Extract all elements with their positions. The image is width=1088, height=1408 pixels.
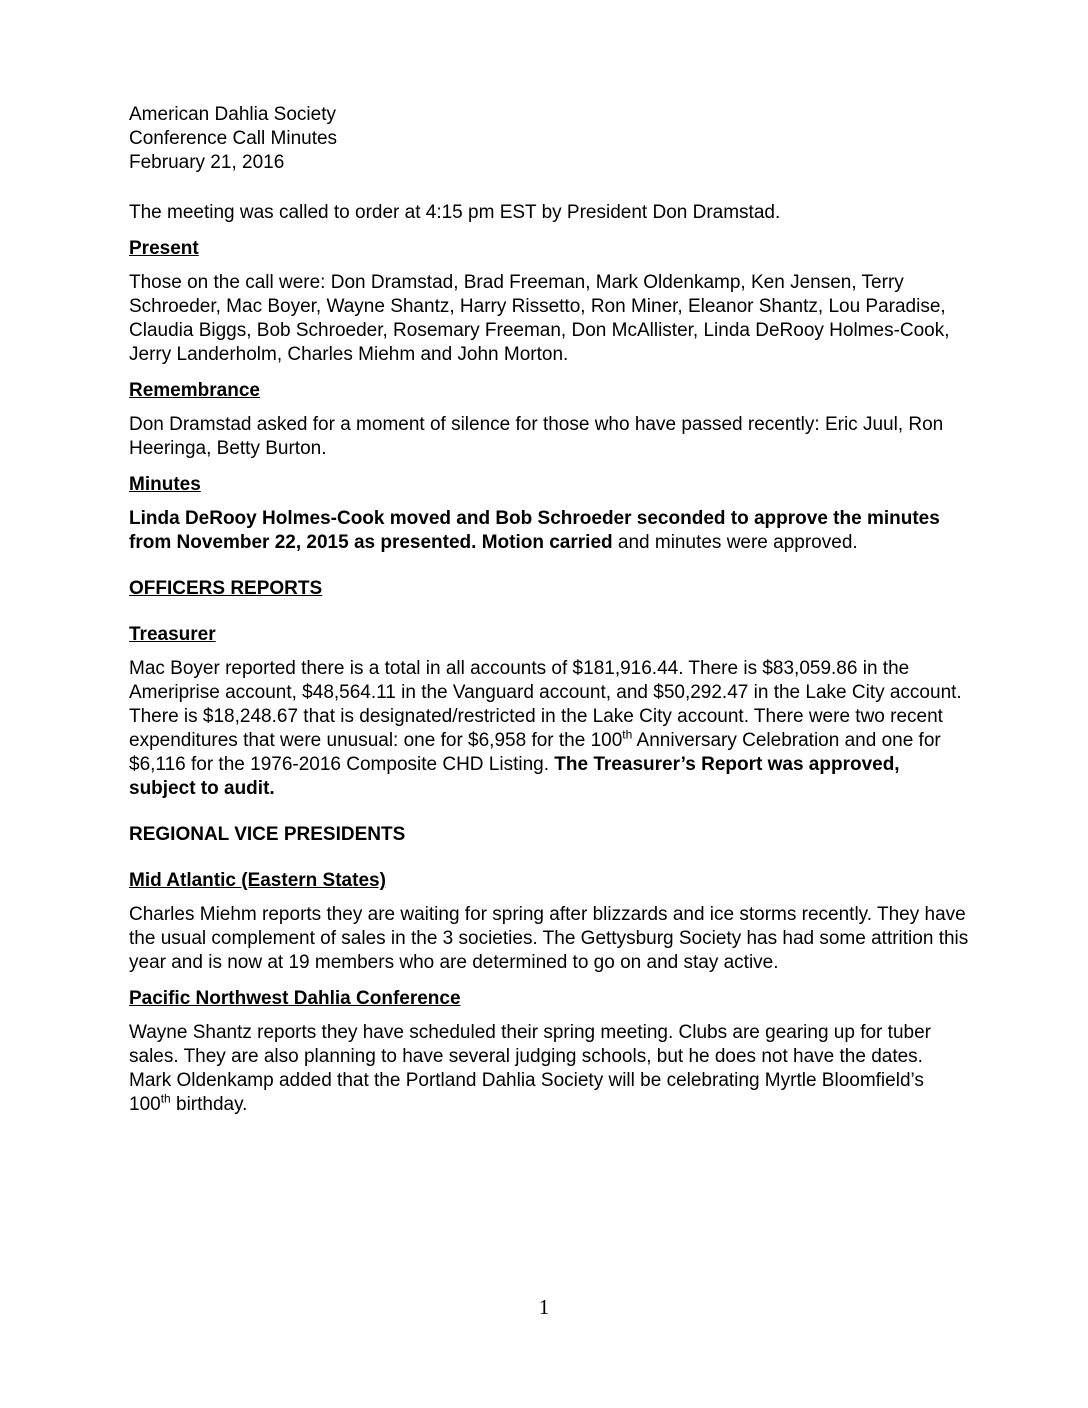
organization-name: American Dahlia Society — [129, 104, 336, 125]
pacific-nw-text-2: birthday. — [170, 1094, 248, 1115]
treasurer-approval: The Treasurer’s Report was approved, subject to audit. — [129, 754, 900, 799]
pacific-nw-text — [129, 1021, 969, 1117]
treasurer-ordinal: th — [622, 727, 633, 742]
document-header — [129, 103, 969, 175]
document-title: Conference Call Minutes — [129, 128, 338, 149]
present-heading: Present — [129, 238, 199, 259]
remembrance-text: Don Dramstad asked for a moment of silence for those who have passed recently: Eric Juul, Ron Heeringa, Betty Burton. — [129, 414, 944, 459]
minutes-motion — [129, 507, 969, 555]
minutes-motion-rest: and minutes were approved. — [612, 532, 858, 553]
officers-reports-heading: OFFICERS REPORTS — [129, 578, 323, 599]
regional-vp-heading: REGIONAL VICE PRESIDENTS — [129, 824, 406, 845]
remembrance-heading: Remembrance — [129, 380, 260, 401]
page-number: 1 — [538, 1295, 550, 1319]
document-body — [129, 103, 969, 1117]
meeting-date: February 21, 2016 — [129, 152, 285, 173]
treasurer-text-2: Anniversary Celebration and one for $6,116 for the 1976-2016 Composite CHD Listing. — [129, 730, 941, 775]
pacific-nw-ordinal: th — [160, 1091, 171, 1106]
pacific-nw-text-1: Wayne Shantz reports they have scheduled their spring meeting. Clubs are gearing up for tuber sales. They are also planning to have several judging schools, but he does not have the dates. Mark Oldenkamp added that the Portland Dahlia Society will be celebrating Myrtle Bloomfield’s 100 — [129, 1022, 931, 1115]
treasurer-text-1: Mac Boyer reported there is a total in all accounts of $181,916.44. There is $83,059.86 in the Ameriprise account, $48,564.11 in the Vanguard account, and $50,292.47 in the Lake City account. There is $18,248.67 that is designated/restricted in the Lake City account. There were two recent expenditures that were unusual: one for $6,958 for the 100 — [129, 658, 962, 751]
pacific-nw-heading: Pacific Northwest Dahlia Conference — [129, 988, 461, 1009]
minutes-motion-bold: Linda DeRooy Holmes-Cook moved and Bob Schroeder seconded to approve the minutes from November 22, 2015 as presented. Motion carried — [129, 508, 940, 553]
minutes-heading: Minutes — [129, 474, 201, 495]
call-to-order: The meeting was called to order at 4:15 pm EST by President Don Dramstad. — [129, 202, 781, 223]
treasurer-report — [129, 657, 969, 801]
present-text: Those on the call were: Don Dramstad, Brad Freeman, Mark Oldenkamp, Ken Jensen, Terry Schroeder, Mac Boyer, Wayne Shantz, Harry Rissetto, Ron Miner, Eleanor Shantz, Lou Paradise, Claudia Biggs, Bob Schroeder, Rosemary Freeman, Don McAllister, Linda DeRooy Holmes-Cook, Jerry Landerholm, Charles Miehm and John Morton. — [129, 272, 950, 365]
mid-atlantic-text: Charles Miehm reports they are waiting for spring after blizzards and ice storms recently. They have the usual complement of sales in the 3 societies. The Gettysburg Society has had some attrition this year and is now at 19 members who are determined to go on and stay active. — [129, 904, 969, 973]
mid-atlantic-heading: Mid Atlantic (Eastern States) — [129, 870, 386, 891]
treasurer-heading: Treasurer — [129, 624, 216, 645]
